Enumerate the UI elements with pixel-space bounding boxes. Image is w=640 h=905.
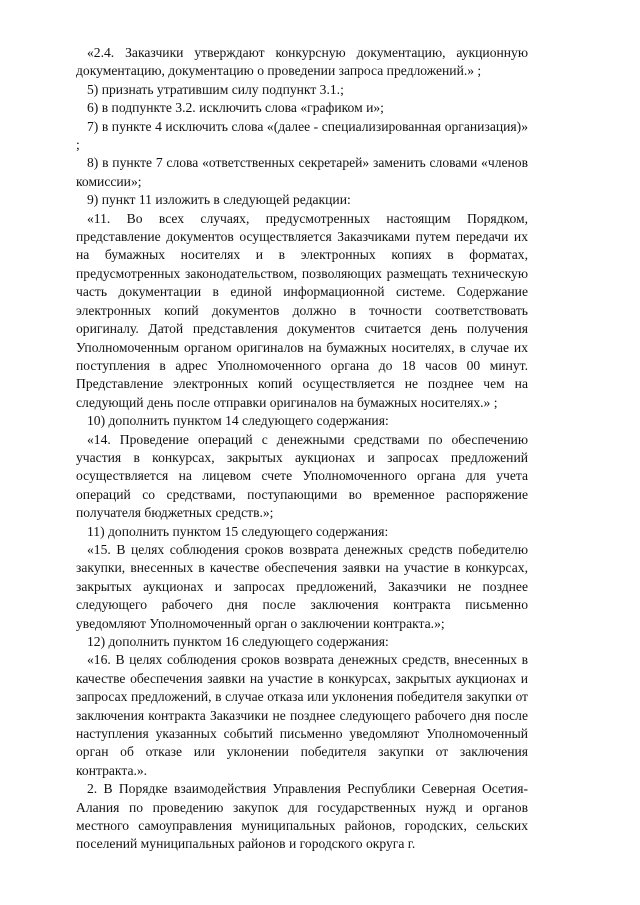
paragraph-item-8: 8) в пункте 7 слова «ответственных секретарей» заменить словами «членов комиссии»; <box>76 155 528 189</box>
paragraph-clause-11: «11. Во всех случаях, предусмотренных настоящим Порядком, представление документов осуществляется Заказчиками путем передачи их на бумажных носителях и в электронных копиях в форматах, предусмотренных законодательством, позволяющих размещать техническую часть документации в единой информационной системе. Содержание электронных копий документов должно в точности соответствовать оригиналу. Датой представления документов считается день получения Уполномоченным органом оригиналов на бумажных носителях, в случае их поступления в адрес Уполномоченного органа до 18 часов 00 минут. Представление электронных копий осуществляется не позднее чем на следующий день после отправки оригиналов на бумажных носителях.» ; <box>76 210 528 410</box>
paragraph-item-12: 12) дополнить пунктом 16 следующего содержания: <box>87 634 389 649</box>
paragraph-section-2: 2. В Порядке взаимодействия Управления Республики Северная Осетия-Алания по проведению закупок для государственных нужд и органов местного самоуправления муниципальных районов, городских, сельских поселений муниципальных районов и городского округа г. <box>76 781 528 852</box>
paragraph-clause-15: «15. В целях соблюдения сроков возврата денежных средств победителю закупки, внесенных в качестве обеспечения заявки на участие в конкурсах, закрытых аукционах и запросах предложений, Заказчики не позднее следующего рабочего дня после заключения контракта письменно уведомляют Уполномоченный орган о заключении контракта.»; <box>76 541 528 631</box>
paragraph-item-5: 5) признать утратившим силу подпункт 3.1.; <box>87 81 344 97</box>
paragraph-2-4: «2.4. Заказчики утверждают конкурсную документацию, аукционную документацию, документацию о проведении запроса предложений.» ; <box>76 45 528 79</box>
paragraph-item-7: 7) в пункте 4 исключить слова «(далее - специализированная организация)» ; <box>76 118 528 153</box>
paragraph-item-10: 10) дополнить пунктом 14 следующего содержания: <box>87 413 389 429</box>
paragraph-item-9: 9) пункт 11 изложить в следующей редакции: <box>87 192 351 208</box>
paragraph-item-11: 11) дополнить пунктом 15 следующего содержания: <box>87 523 389 539</box>
document-body <box>76 44 528 854</box>
paragraph-clause-16: «16. В целях соблюдения сроков возврата денежных средств, внесенных в качестве обеспечения заявки на участие в конкурсах, закрытых аукционах и запросах предложений, в случае отказа или уклонения победителя закупки от заключения контракта Заказчики не позднее следующего рабочего дня после наступления указанных событий письменно уведомляют Уполномоченный орган об отказе или уклонении победителя закупки от заключения контракта.». <box>76 652 528 778</box>
paragraph-clause-14: «14. Проведение операций с денежными средствами по обеспечению участия в конкурсах, закрытых аукционах и запросах предложений осуществляется на лицевом счете Уполномоченного органа для учета операций со средствами, поступающими во временное распоряжение получателя бюджетных средств.»; <box>76 431 528 521</box>
paragraph-item-6: 6) в подпункте 3.2. исключить слова «графиком и»; <box>87 100 384 116</box>
